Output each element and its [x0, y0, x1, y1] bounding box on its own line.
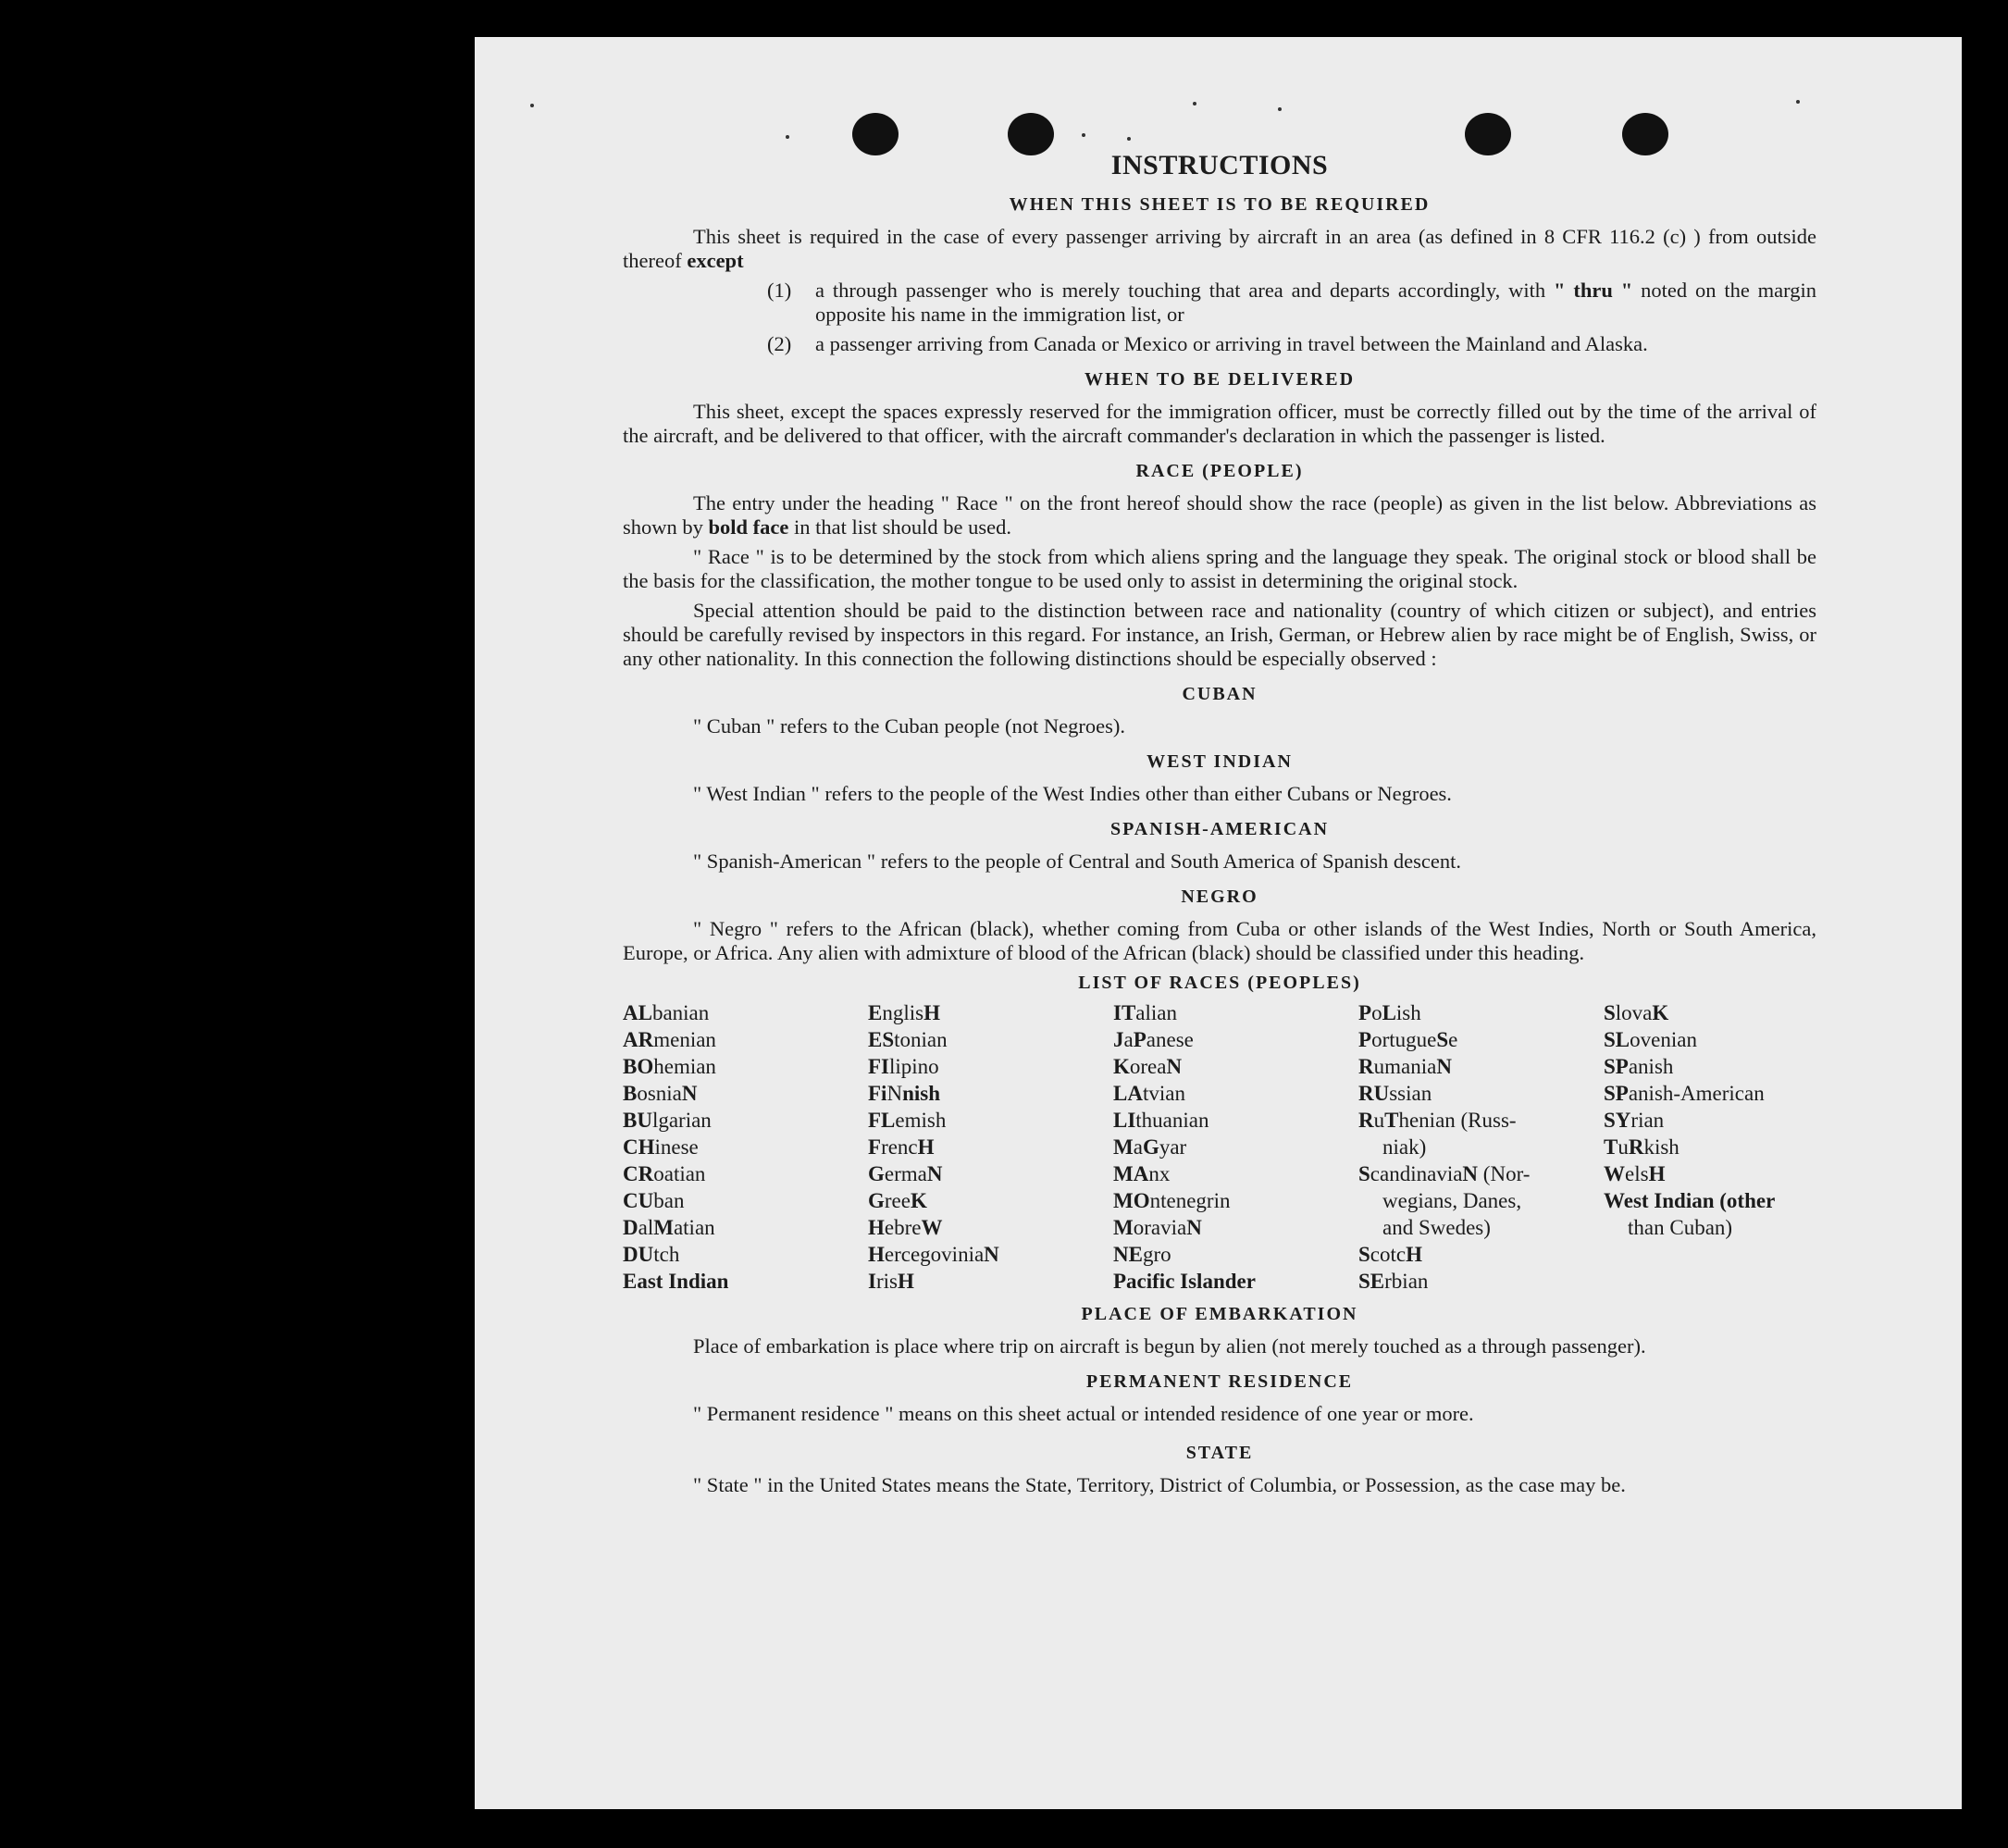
race-entry: and Swedes) — [1382, 1216, 1491, 1239]
race-entry: ScotcH — [1358, 1243, 1422, 1266]
section-heading-state: STATE — [1185, 1443, 1254, 1463]
race-p1-text: in that list should be used. — [794, 515, 1012, 539]
race-entry: NEgro — [1113, 1243, 1171, 1266]
race-column — [1604, 999, 1816, 1295]
race-entry: DalMatian — [623, 1216, 715, 1239]
state-text: " State " in the United States means the State, Territory, District of Columbia, or Possession, as the case may be. — [693, 1473, 1626, 1496]
race-entry: HebreW — [868, 1216, 943, 1239]
race-paragraph-2: " Race " is to be determined by the stock from which aliens spring and the language they speak. The original stock or blood shall be the basis for the classification, the mother tongue to be used only to assist in determining the original stock. — [623, 545, 1816, 592]
race-column — [1113, 999, 1345, 1295]
item-number: (2) — [767, 332, 792, 355]
race-entry: SPanish-American — [1604, 1082, 1765, 1105]
item-bold: " thru " — [1553, 279, 1633, 302]
race-entry: LIthuanian — [1113, 1109, 1209, 1132]
speck — [786, 135, 789, 139]
race-entry: FiNnish — [868, 1082, 941, 1105]
race-entry: ScandinaviaN (Nor- — [1358, 1162, 1531, 1185]
race-entry: SlovaK — [1604, 1001, 1669, 1024]
item-text: a passenger arriving from Canada or Mexico or arriving in travel between the Mainland and Alaska. — [815, 332, 1648, 355]
race-entry: HercegoviniaN — [868, 1243, 999, 1266]
race-entry: ALbanian — [623, 1001, 710, 1024]
race-entry: SPanish — [1604, 1055, 1674, 1078]
section-heading-cuban: CUBAN — [1182, 684, 1258, 704]
race-entry: RuThenian (Russ- — [1358, 1109, 1517, 1132]
required-intro-text: This sheet is required in the case of every passenger arriving by aircraft in an area (as defined in 8 CFR 116.2 (c) ) from outside thereof — [623, 225, 1816, 272]
race-entry: wegians, Danes, — [1382, 1189, 1522, 1212]
required-item-1 — [767, 279, 1816, 327]
race-entry: EnglisH — [868, 1001, 940, 1024]
required-intro-bold: except — [687, 249, 744, 272]
delivered-text: This sheet, except the spaces expressly reserved for the immigration officer, must be correctly filled out by the time of the arrival of the aircraft, and be delivered to that officer, with the aircraft commander's declaration in which the passenger is listed. — [623, 400, 1816, 447]
permanent-text: " Permanent residence " means on this sheet actual or intended residence of one year or more. — [693, 1402, 1474, 1425]
race-entry: MAnx — [1113, 1162, 1171, 1185]
races-list — [623, 999, 1816, 1295]
race-entry: BosniaN — [623, 1082, 698, 1105]
race-entry: West Indian (other — [1604, 1189, 1776, 1212]
race-entry: GreeK — [868, 1189, 927, 1212]
instructions-content — [623, 150, 1816, 1503]
item-text: a through passenger who is merely touching that area and departs accordingly, with — [815, 279, 1546, 302]
race-column — [623, 999, 854, 1295]
spanish-american-text: " Spanish-American " refers to the people of Central and South America of Spanish descent. — [693, 850, 1462, 873]
race-p1-bold: bold face — [708, 515, 789, 539]
race-entry: Pacific Islander — [1113, 1270, 1256, 1293]
page-title: INSTRUCTIONS — [1110, 150, 1329, 180]
negro-text: " Negro " refers to the African (black), whether coming from Cuba or other islands of the West Indies, North or South America, Europe, or Africa. Any alien with admixture of blood of the African (black) should be classified under this heading. — [623, 917, 1816, 964]
section-heading-negro: NEGRO — [1181, 887, 1258, 907]
race-entry: IrisH — [868, 1270, 914, 1293]
race-entry: ARmenian — [623, 1028, 716, 1051]
race-entry: CUban — [623, 1189, 685, 1212]
race-entry: SLovenian — [1604, 1028, 1697, 1051]
race-entry: than Cuban) — [1628, 1216, 1733, 1239]
list-of-races-heading: LIST OF RACES (PEOPLES) — [1078, 973, 1361, 993]
embarkation-text: Place of embarkation is place where trip on aircraft is begun by alien (not merely touched as a through passenger). — [693, 1334, 1646, 1358]
speck — [1796, 100, 1800, 104]
document-page — [475, 37, 1962, 1809]
speck — [1082, 133, 1085, 137]
race-column — [1358, 999, 1590, 1295]
race-entry: CHinese — [623, 1135, 699, 1159]
section-heading-permanent: PERMANENT RESIDENCE — [1085, 1371, 1354, 1392]
race-column — [868, 999, 1099, 1295]
race-entry: KoreaN — [1113, 1055, 1183, 1078]
required-intro — [623, 225, 1816, 273]
speck — [1278, 107, 1282, 111]
race-entry: DUtch — [623, 1243, 680, 1266]
section-heading-delivered: WHEN TO BE DELIVERED — [1084, 369, 1356, 390]
race-entry: LAtvian — [1113, 1082, 1185, 1105]
race-entry: BOhemian — [623, 1055, 716, 1078]
section-heading-required: WHEN THIS SHEET IS TO BE REQUIRED — [1009, 194, 1431, 215]
section-heading-embarkation: PLACE OF EMBARKATION — [1081, 1304, 1358, 1324]
speck — [530, 104, 534, 107]
race-entry: ITalian — [1113, 1001, 1177, 1024]
race-entry: MoraviaN — [1113, 1216, 1202, 1239]
race-entry: MOntenegrin — [1113, 1189, 1231, 1212]
race-entry: SYrian — [1604, 1109, 1665, 1132]
race-entry: FIlipino — [868, 1055, 939, 1078]
section-heading-spanish-american: SPANISH-AMERICAN — [1109, 819, 1330, 839]
west-indian-text: " West Indian " refers to the people of the West Indies other than either Cubans or Negroes. — [693, 782, 1452, 805]
section-heading-race: RACE (PEOPLE) — [1135, 461, 1304, 481]
race-entry: niak) — [1382, 1135, 1427, 1159]
cuban-text: " Cuban " refers to the Cuban people (not Negroes). — [693, 714, 1125, 738]
race-entry: RumaniaN — [1358, 1055, 1452, 1078]
race-entry: CRoatian — [623, 1162, 706, 1185]
race-p1-text: The entry under the heading " Race " on the front hereof should show the race (people) as given in the list below. Abbreviations as shown by — [623, 491, 1816, 539]
race-entry: GermaN — [868, 1162, 943, 1185]
section-heading-west-indian: WEST INDIAN — [1147, 751, 1293, 772]
race-paragraph-1 — [623, 491, 1816, 540]
race-paragraph-3: Special attention should be paid to the distinction between race and nationality (country of which citizen or subject), and entries should be carefully revised by inspectors in this regard. For instance, an Irish, German, or Hebrew alien by race might be of English, Swiss, or any other nationality. In this connection the following distinctions should be especially observed : — [623, 599, 1816, 670]
required-item-2 — [767, 332, 1816, 356]
item-number: (1) — [767, 279, 792, 302]
item-text: noted on the margin opposite his name in the immigration list, or — [815, 279, 1816, 326]
race-entry: PortugueSe — [1358, 1028, 1458, 1051]
race-entry: RUssian — [1358, 1082, 1432, 1105]
speck — [1127, 137, 1131, 141]
speck — [1193, 102, 1196, 105]
race-entry: JaPanese — [1113, 1028, 1194, 1051]
race-entry: FLemish — [868, 1109, 947, 1132]
race-entry: BUlgarian — [623, 1109, 712, 1132]
race-entry: East Indian — [623, 1270, 729, 1293]
race-entry: TuRkish — [1604, 1135, 1680, 1159]
race-entry: FrencH — [868, 1135, 935, 1159]
race-entry: WelsH — [1604, 1162, 1666, 1185]
race-entry: PoLish — [1358, 1001, 1421, 1024]
race-entry: MaGyar — [1113, 1135, 1187, 1159]
race-entry: EStonian — [868, 1028, 948, 1051]
race-entry: SErbian — [1358, 1270, 1429, 1293]
